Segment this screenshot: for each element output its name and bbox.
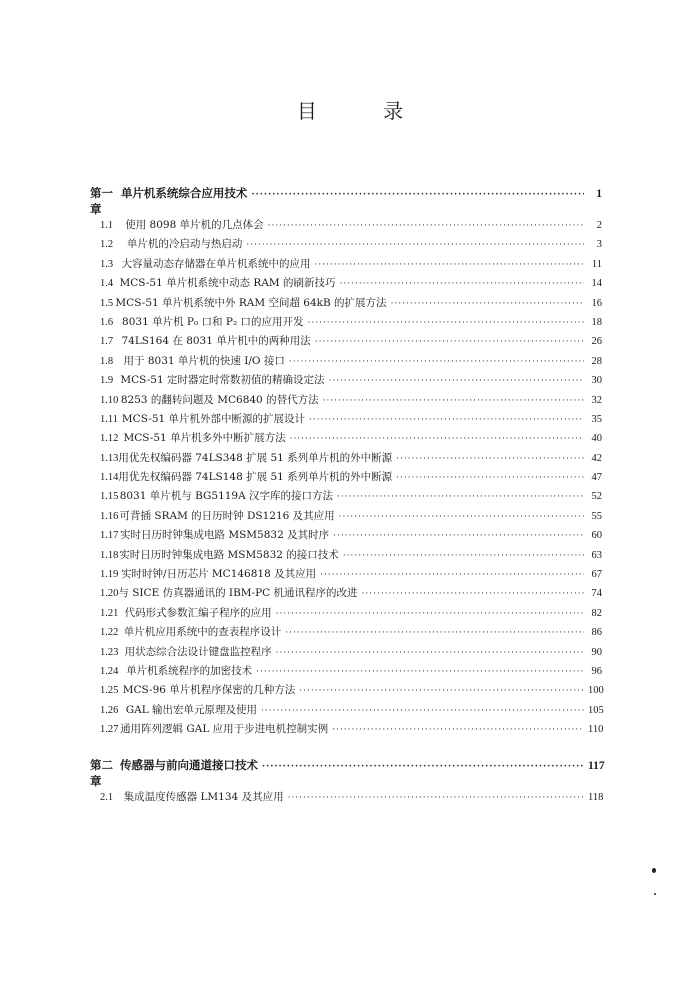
- dot-leader: [362, 589, 584, 599]
- page-number: 110: [588, 724, 604, 736]
- entry-number: 1.1: [100, 220, 114, 231]
- table-of-contents: [90, 185, 605, 808]
- page-number: 118: [588, 791, 604, 803]
- page-number: 117: [588, 759, 605, 772]
- entry-number: 1.2: [100, 239, 114, 251]
- entry-number: 1.22: [100, 627, 119, 639]
- toc-entry[interactable]: [90, 333, 602, 352]
- entry-number: 1.11: [100, 413, 118, 425]
- entry-number: 1.15: [100, 491, 119, 503]
- dot-leader: [332, 725, 584, 735]
- toc-entry[interactable]: [90, 605, 602, 624]
- entry-title: 大容量动态存储器在单片机系统中的应用: [121, 257, 311, 270]
- toc-entry[interactable]: [90, 256, 602, 275]
- page-number: 67: [591, 569, 602, 581]
- page-number: 32: [591, 394, 602, 406]
- dot-leader: [268, 221, 584, 231]
- scan-speck: [654, 893, 656, 895]
- dot-leader: [261, 706, 584, 716]
- entry-title: MCS-51 单片机系统中动态 RAM 的刷新技巧: [119, 277, 336, 290]
- dot-leader: [396, 473, 584, 483]
- toc-entry[interactable]: [90, 469, 602, 488]
- entry-title: MCS-96 单片机程序保密的几种方法: [122, 684, 296, 697]
- entry-number: 1.4: [100, 278, 114, 290]
- dot-leader: [290, 434, 584, 444]
- page-number: 105: [588, 704, 604, 716]
- toc-entry[interactable]: [90, 411, 602, 430]
- toc-entry[interactable]: [90, 314, 602, 333]
- dot-leader: [262, 762, 584, 772]
- page-number: 55: [591, 510, 602, 522]
- entry-title: 通用阵列逻辑 GAL 应用于步进电机控制实例: [120, 723, 329, 736]
- page-number: 40: [591, 433, 602, 445]
- entry-number: 1.12: [100, 433, 119, 445]
- toc-entry[interactable]: [90, 217, 602, 236]
- toc-entry[interactable]: [90, 547, 602, 566]
- entry-number: 1.10: [100, 394, 119, 406]
- entry-title: 可背插 SRAM 的日历时钟 DS1216 及其应用: [119, 509, 335, 522]
- page-number: 3: [596, 239, 602, 251]
- entry-number: 1.21: [100, 607, 119, 619]
- dot-leader: [285, 628, 584, 638]
- toc-entry[interactable]: [90, 275, 602, 294]
- entry-number: 1.16: [100, 510, 119, 522]
- dot-leader: [256, 667, 584, 677]
- dot-leader: [276, 648, 584, 658]
- toc-entry[interactable]: [90, 430, 602, 449]
- entry-number: 1.13: [100, 452, 119, 464]
- entry-title: 与 SICE 仿真器通讯的 IBM-PC 机通讯程序的改进: [118, 587, 358, 600]
- dot-leader: [337, 492, 584, 502]
- page-number: 52: [591, 491, 602, 503]
- entry-title: 实时时钟/日历芯片 MC146818 及其应用: [121, 568, 317, 581]
- toc-entry[interactable]: [90, 624, 602, 643]
- entry-title: 实时日历时钟集成电路 MSM5832 的接口技术: [119, 548, 339, 561]
- dot-leader: [328, 376, 584, 386]
- page-number: 86: [591, 627, 602, 639]
- entry-title: 74LS164 在 8031 单片机中的两种用法: [121, 335, 311, 348]
- page-number: 74: [591, 588, 602, 600]
- dot-leader: [315, 337, 584, 347]
- toc-entry[interactable]: [90, 585, 602, 604]
- entry-title: 8031 单片机与 BG5119A 汉字库的接口方法: [119, 490, 334, 503]
- entry-title: 用状态综合法设计键盘监控程序: [124, 645, 272, 658]
- toc-entry[interactable]: [90, 721, 602, 740]
- toc-entry[interactable]: [90, 663, 602, 682]
- dot-leader: [323, 396, 584, 406]
- entry-title: 8031 单片机 P₀ 口和 P₂ 口的应用开发: [122, 315, 304, 328]
- toc-entry[interactable]: [90, 702, 602, 721]
- page-number: 1: [596, 188, 602, 200]
- entry-number: 1.14: [100, 472, 119, 484]
- page-number: 96: [591, 665, 602, 677]
- scan-speck: [652, 868, 656, 873]
- toc-entry[interactable]: [90, 392, 602, 411]
- entry-number: 1.18: [100, 549, 119, 561]
- dot-leader: [396, 454, 584, 464]
- page-number: 90: [591, 646, 602, 658]
- page-number: 47: [591, 472, 602, 484]
- toc-entry[interactable]: [90, 644, 602, 663]
- toc-entry[interactable]: [90, 450, 602, 469]
- entry-number: 1.23: [100, 646, 119, 658]
- page-number: 11: [591, 258, 602, 270]
- toc-entry[interactable]: [90, 682, 602, 701]
- entry-title: MCS-51 单片机多外中断扩展方法: [123, 432, 286, 445]
- entry-title: 实时日历时钟集成电路 MSM5832 及其时序: [120, 529, 330, 542]
- dot-leader: [391, 299, 584, 309]
- page-number: 28: [591, 355, 602, 367]
- entry-number: 1.7: [100, 336, 114, 348]
- dot-leader: [289, 357, 584, 367]
- entry-number: 1.6: [100, 316, 114, 328]
- entry-title: MCS-51 单片机外部中断源的扩展设计: [121, 412, 306, 425]
- entry-number: 1.27: [100, 724, 119, 736]
- dot-leader: [343, 551, 584, 561]
- dot-leader: [314, 260, 584, 270]
- page-number: 2: [596, 220, 602, 231]
- entry-title: 集成温度传感器 LM134 及其应用: [123, 790, 284, 803]
- chapter-title: 传感器与前向通道接口技术: [119, 757, 258, 772]
- page-number: 63: [591, 549, 602, 561]
- entry-title: GAL 输出宏单元原理及使用: [125, 703, 258, 716]
- page-number: 82: [591, 607, 602, 619]
- page-number: 26: [591, 336, 602, 348]
- dot-leader: [276, 609, 584, 619]
- entry-number: 1.17: [100, 530, 119, 542]
- entry-number: 1.25: [100, 685, 119, 697]
- dot-leader: [308, 318, 585, 328]
- entry-title: MCS-51 定时器定时常数初值的精确设定法: [120, 374, 325, 387]
- toc-entry[interactable]: [90, 353, 602, 372]
- entry-number: 1.24: [100, 665, 119, 677]
- entry-number: 2.1: [100, 791, 114, 803]
- entry-number: 1.5: [100, 297, 114, 309]
- entry-number: 1.20: [100, 588, 119, 600]
- entry-title: 用于 8031 单片机的快速 I/O 接口: [123, 354, 285, 367]
- toc-entry[interactable]: [90, 372, 602, 391]
- page-number: 30: [591, 375, 602, 387]
- dot-leader: [339, 512, 584, 522]
- toc-entry[interactable]: [90, 508, 602, 527]
- dot-leader: [309, 415, 584, 425]
- entry-title: 用优先权编码器 74LS348 扩展 51 系列单片机的外中断源: [118, 451, 393, 464]
- entry-title: 8253 的翻转问题及 MC6840 的替代方法: [120, 393, 319, 406]
- page-number: 16: [591, 297, 602, 309]
- page-number: 18: [591, 316, 602, 328]
- entry-number: 1.26: [100, 704, 119, 716]
- entry-title: 用优先权编码器 74LS148 扩展 51 系列单片机的外中断源: [118, 471, 393, 484]
- entry-number: 1.19: [100, 569, 119, 581]
- entry-title: 代码形式参数汇编子程序的应用: [124, 606, 272, 619]
- entry-title: 单片机系统程序的加密技术: [126, 664, 253, 677]
- chapter-title: 单片机系统综合应用技术: [120, 186, 248, 200]
- dot-leader: [299, 686, 584, 696]
- toc-entry[interactable]: [90, 295, 602, 314]
- dot-leader: [320, 570, 584, 580]
- page-number: 35: [591, 413, 602, 425]
- entry-title: MCS-51 单片机系统中外 RAM 空间超 64kB 的扩展方法: [115, 296, 387, 309]
- page-title: 目 录: [296, 99, 434, 123]
- toc-chapter[interactable]: [90, 185, 602, 216]
- toc-entry[interactable]: [90, 527, 602, 546]
- entry-title: 使用 8098 单片机的几点体会: [125, 219, 264, 231]
- chapter-number: 第二章: [90, 757, 113, 788]
- entry-number: 1.8: [100, 355, 114, 367]
- dot-leader: [333, 531, 584, 541]
- page-number: 14: [591, 278, 602, 290]
- page-number: 42: [591, 452, 602, 464]
- toc-entry[interactable]: [90, 488, 602, 507]
- page-number: 100: [588, 685, 604, 697]
- chapter-number: 第一章: [90, 186, 113, 216]
- toc-chapter[interactable]: [90, 757, 605, 788]
- entry-number: 1.9: [100, 375, 114, 387]
- dot-leader: [340, 279, 584, 289]
- dot-leader: [251, 190, 584, 200]
- entry-title: 单片机应用系统中的查表程序设计: [123, 626, 282, 639]
- toc-entry[interactable]: [90, 789, 602, 808]
- entry-number: 1.3: [100, 258, 114, 270]
- toc-entry[interactable]: [90, 236, 602, 255]
- dot-leader: [288, 793, 584, 803]
- entry-title: 单片机的冷启动与热启动: [126, 238, 243, 251]
- toc-entry[interactable]: [90, 566, 602, 585]
- dot-leader: [246, 240, 584, 250]
- page-number: 60: [591, 530, 602, 542]
